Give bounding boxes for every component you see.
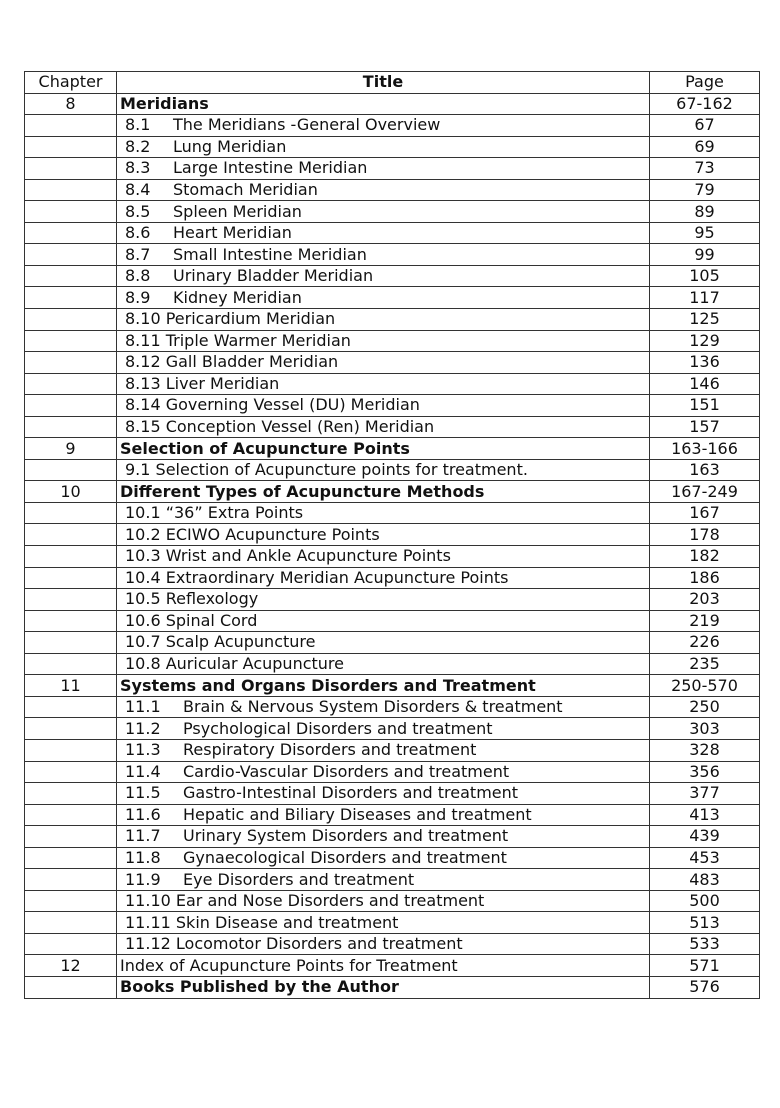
entry-title-cell [117,93,650,115]
entry-title-cell [117,330,650,352]
page-number: 453 [650,847,760,869]
chapter-number [25,201,117,223]
table-row [25,589,760,611]
table-row [25,524,760,546]
page-number: 79 [650,179,760,201]
entry-title-cell [117,826,650,848]
table-row [25,761,760,783]
section-number: 11.5 [125,783,161,803]
table-row [25,653,760,675]
entry-title-cell [117,804,650,826]
entry-title: 11.10 Ear and Nose Disorders and treatment [125,891,485,911]
entry-title: Psychological Disorders and treatment [183,718,493,738]
page-number: 250 [650,696,760,718]
entry-title-cell [117,933,650,955]
entry-title: 11.12 Locomotor Disorders and treatment [125,934,463,954]
chapter-number [25,373,117,395]
page-number: 163 [650,459,760,481]
entry-title: Gastro-Intestinal Disorders and treatment [183,783,519,803]
chapter-number [25,976,117,998]
entry-title-cell [117,481,650,503]
chapter-number [25,912,117,934]
chapter-number: 8 [25,93,117,115]
entry-title-cell [117,675,650,697]
chapter-number [25,739,117,761]
page-number: 513 [650,912,760,934]
page-number: 73 [650,158,760,180]
entry-title: Index of Acupuncture Points for Treatment [120,955,458,975]
table-row [25,933,760,955]
table-row [25,244,760,266]
page-number: 182 [650,546,760,568]
entry-title: 10.4 Extraordinary Meridian Acupuncture Points [125,567,509,587]
page-number: 576 [650,976,760,998]
table-row [25,416,760,438]
page-number: 356 [650,761,760,783]
chapter-number [25,158,117,180]
entry-title-cell [117,502,650,524]
entry-title-cell [117,179,650,201]
page-number: 146 [650,373,760,395]
chapter-number [25,309,117,331]
page-number: 99 [650,244,760,266]
entry-title-cell [117,912,650,934]
chapter-number [25,136,117,158]
table-row [25,955,760,977]
table-row [25,459,760,481]
entry-title-cell [117,524,650,546]
page-number: 219 [650,610,760,632]
entry-title: Kidney Meridian [173,287,302,307]
section-number: 11.4 [125,761,161,781]
entry-title-cell [117,847,650,869]
entry-title-cell [117,309,650,331]
entry-title: Different Types of Acupuncture Methods [120,481,485,501]
entry-title: Heart Meridian [173,223,292,243]
entry-title: The Meridians -General Overview [173,115,441,135]
table-row [25,739,760,761]
page-number: 303 [650,718,760,740]
page-number: 178 [650,524,760,546]
page-number: 439 [650,826,760,848]
section-number: 8.9 [125,287,151,307]
page-number: 67 [650,115,760,137]
section-number: 11.2 [125,718,161,738]
section-number: 8.8 [125,266,151,286]
table-row [25,115,760,137]
chapter-number [25,546,117,568]
table-row [25,136,760,158]
entry-title: Hepatic and Biliary Diseases and treatment [183,804,532,824]
page-number: 500 [650,890,760,912]
section-number: 11.8 [125,847,161,867]
table-row [25,395,760,417]
chapter-row [25,481,760,503]
chapter-number: 11 [25,675,117,697]
chapter-number [25,459,117,481]
entry-title: 10.1 “36” Extra Points [125,503,304,523]
section-number: 11.1 [125,697,161,717]
page-column-header: Page [650,72,760,94]
page-number: 377 [650,783,760,805]
entry-title: 8.14 Governing Vessel (DU) Meridian [125,395,420,415]
table-row [25,890,760,912]
chapter-number [25,567,117,589]
entry-title: 11.11 Skin Disease and treatment [125,912,399,932]
entry-title: Urinary System Disorders and treatment [183,826,509,846]
entry-title: 8.10 Pericardium Meridian [125,309,336,329]
table-row [25,847,760,869]
table-row [25,632,760,654]
table-row [25,502,760,524]
table-row [25,179,760,201]
entry-title: Urinary Bladder Meridian [173,266,374,286]
section-number: 8.3 [125,158,151,178]
entry-title: Meridians [120,93,209,113]
section-number: 11.6 [125,804,161,824]
entry-title: Stomach Meridian [173,180,318,199]
page-number: 157 [650,416,760,438]
entry-title: 8.11 Triple Warmer Meridian [125,330,351,350]
chapter-number [25,804,117,826]
entry-title-cell [117,955,650,977]
entry-title: Large Intestine Meridian [173,158,368,178]
entry-title-cell [117,416,650,438]
chapter-number [25,933,117,955]
chapter-number [25,589,117,611]
page-number: 125 [650,309,760,331]
chapter-number: 10 [25,481,117,503]
page-number: 67-162 [650,93,760,115]
section-number: 8.6 [125,223,151,243]
table-row [25,610,760,632]
chapter-number [25,244,117,266]
entry-title-cell [117,610,650,632]
section-number: 11.3 [125,740,161,760]
entry-title-cell [117,395,650,417]
entry-title-cell [117,438,650,460]
chapter-number [25,761,117,783]
page-number: 95 [650,222,760,244]
page-number: 89 [650,201,760,223]
entry-title-cell [117,244,650,266]
section-number: 8.1 [125,115,151,135]
chapter-number [25,179,117,201]
entry-title-cell [117,352,650,374]
page-number: 105 [650,265,760,287]
table-row [25,265,760,287]
entry-title: 10.6 Spinal Cord [125,610,258,630]
entry-title: Eye Disorders and treatment [183,869,415,889]
chapter-number [25,826,117,848]
section-number: 8.7 [125,244,151,264]
entry-title: 9.1 Selection of Acupuncture points for treatment. [125,460,528,480]
entry-title-cell [117,696,650,718]
page-number: 163-166 [650,438,760,460]
chapter-number [25,869,117,891]
chapter-number [25,610,117,632]
chapter-number [25,265,117,287]
table-row [25,718,760,740]
chapter-row [25,438,760,460]
entry-title-cell [117,632,650,654]
table-row [25,330,760,352]
chapter-number: 12 [25,955,117,977]
entry-title: 10.2 ECIWO Acupuncture Points [125,524,380,544]
table-row [25,287,760,309]
page-number: 167-249 [650,481,760,503]
entry-title-cell [117,869,650,891]
entry-title: Small Intestine Meridian [173,244,367,264]
entry-title-cell [117,890,650,912]
page-number: 117 [650,287,760,309]
entry-title-cell [117,115,650,137]
page-number: 328 [650,739,760,761]
entry-title-cell [117,546,650,568]
entry-title-cell [117,567,650,589]
table-row [25,783,760,805]
page-number: 483 [650,869,760,891]
entry-title-cell [117,222,650,244]
entry-title: Selection of Acupuncture Points [120,438,410,458]
entry-title-cell [117,761,650,783]
entry-title-cell [117,136,650,158]
entry-title: 10.5 Reflexology [125,589,259,609]
toc-body [25,93,760,998]
entry-title: Respiratory Disorders and treatment [183,740,477,760]
entry-title: 8.15 Conception Vessel (Ren) Meridian [125,417,435,437]
chapter-number [25,395,117,417]
entry-title-cell [117,201,650,223]
entry-title-cell [117,976,650,998]
entry-title-cell [117,459,650,481]
chapter-number [25,718,117,740]
entry-title: Gynaecological Disorders and treatment [183,847,507,867]
chapter-number [25,653,117,675]
table-row [25,696,760,718]
page-number: 250-570 [650,675,760,697]
chapter-number [25,115,117,137]
page-number: 533 [650,933,760,955]
page-number: 129 [650,330,760,352]
chapter-row [25,93,760,115]
entry-title-cell [117,158,650,180]
entry-title: Lung Meridian [173,136,287,156]
chapter-number [25,330,117,352]
entry-title: 10.3 Wrist and Ankle Acupuncture Points [125,546,451,566]
table-of-contents [24,71,760,999]
table-row [25,309,760,331]
page-number: 136 [650,352,760,374]
entry-title: Systems and Organs Disorders and Treatment [120,675,536,695]
page-number: 69 [650,136,760,158]
page-number: 571 [650,955,760,977]
entry-title-cell [117,265,650,287]
entry-title-cell [117,783,650,805]
entry-title: 8.13 Liver Meridian [125,373,280,393]
page-number: 203 [650,589,760,611]
page-number: 167 [650,502,760,524]
chapter-number [25,502,117,524]
section-number: 8.4 [125,180,151,199]
page-number: 413 [650,804,760,826]
section-number: 11.9 [125,869,161,889]
chapter-row [25,976,760,998]
table-row [25,546,760,568]
chapter-number [25,352,117,374]
table-row [25,373,760,395]
page-number: 186 [650,567,760,589]
chapter-number [25,890,117,912]
entry-title-cell [117,373,650,395]
table-row [25,222,760,244]
chapter-number [25,287,117,309]
entry-title-cell [117,739,650,761]
chapter-row [25,675,760,697]
chapter-number [25,222,117,244]
entry-title: Brain & Nervous System Disorders & treatment [183,697,563,717]
chapter-number [25,696,117,718]
entry-title: Cardio-Vascular Disorders and treatment [183,761,510,781]
chapter-number [25,847,117,869]
section-number: 8.5 [125,201,151,221]
table-row [25,567,760,589]
table-row [25,869,760,891]
entry-title: Books Published by the Author [120,977,399,997]
entry-title-cell [117,718,650,740]
table-row [25,912,760,934]
entry-title: 10.7 Scalp Acupuncture [125,632,316,652]
chapter-number [25,524,117,546]
page-number: 151 [650,395,760,417]
table-row [25,804,760,826]
entry-title-cell [117,287,650,309]
table-row [25,158,760,180]
entry-title: Spleen Meridian [173,201,302,221]
chapter-number: 9 [25,438,117,460]
header-row [25,72,760,94]
chapter-number [25,632,117,654]
chapter-column-header: Chapter [25,72,117,94]
title-column-header: Title [117,72,650,94]
entry-title: 8.12 Gall Bladder Meridian [125,352,339,372]
entry-title: 10.8 Auricular Acupuncture [125,654,344,674]
chapter-number [25,783,117,805]
page-number: 226 [650,632,760,654]
section-number: 8.2 [125,136,151,156]
table-row [25,352,760,374]
table-row [25,826,760,848]
section-number: 11.7 [125,826,161,846]
chapter-number [25,416,117,438]
entry-title-cell [117,589,650,611]
table-row [25,201,760,223]
entry-title-cell [117,653,650,675]
page-number: 235 [650,653,760,675]
